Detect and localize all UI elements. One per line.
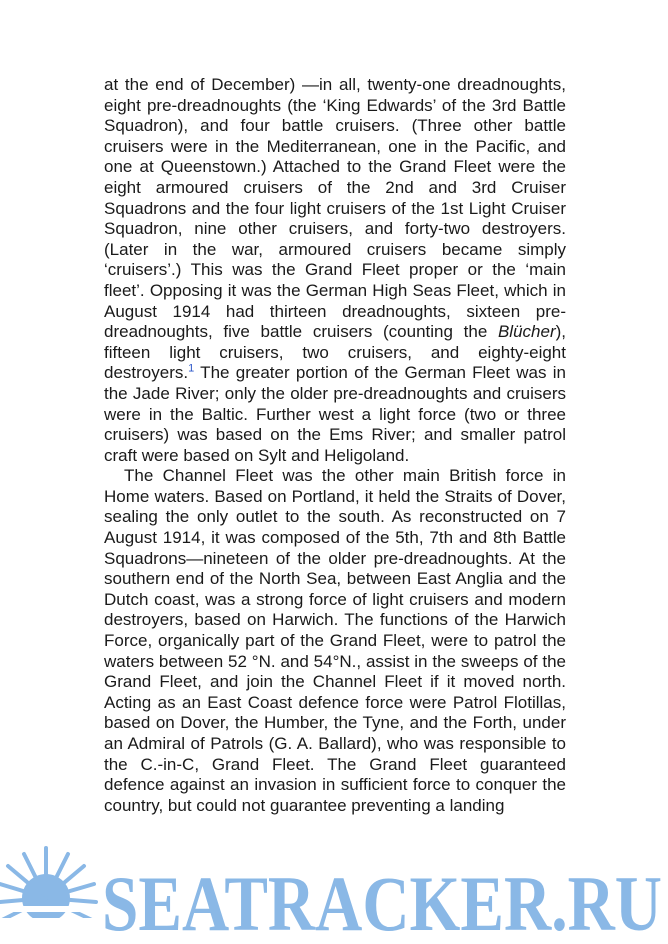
watermark-graphic [0, 840, 668, 944]
body-text [104, 75, 566, 816]
paragraph-channel-fleet: The Channel Fleet was the other main British force in Home waters. Based on Portland, it held the Straits of Dover, sealing the only outlet to the south. As reconstructed on 7 August 1914, it was composed of the 5th, 7th and 8th Battle Squadrons—nineteen of the older pre-dreadnoughts. At the southern end of the North Sea, between East Anglia and the Dutch coast, was a strong force of light cruisers and modern destroyers, based on Harwich. The functions of the Harwich Force, organically part of the Grand Fleet, were to patrol the waters between 52 °N. and 54°N., assist in the sweeps of the Grand Fleet, and join the Channel Fleet if it moved north. Acting as an East Coast defence force were Patrol Flotillas, based on Dover, the Humber, the Tyne, and the Forth, under an Admiral of Patrols (G. A. Ballard), who was responsible to the C.-in-C, Grand Fleet. The Grand Fleet guaranteed defence against an invasion in sufficient force to conquer the country, but could not guarantee preventing a landing [104, 466, 566, 815]
paragraph-grand-fleet [104, 75, 566, 466]
ship-name-blucher: Blücher [497, 322, 556, 342]
paragraph-1-text-c: The greater portion of the German Fleet was in the Jade River; only the older pre-dreadnoughts and cruisers were in the Baltic. Further west a light force (two or three cruisers) was based on the Ems River; and smaller patrol craft were based on Sylt and Heligoland. [104, 363, 566, 465]
paragraph-1-text-a: at the end of December) —in all, twenty-one dreadnoughts, eight pre-dreadnoughts (the ‘King Edwards’ of the 3rd Battle Squadron), and four battle cruisers. (Three other battle cruisers were in the Mediterranean, one in the Pacific, and one at Queenstown.) Attached to the Grand Fleet were the eight armoured cruisers of the 2nd and 3rd Cruiser Squadrons and the four light cruisers of the 1st Light Cruiser Squadron, nine other cruisers, and forty-two destroyers. (Later in the war, armoured cruisers became simply ‘cruisers’.) This was the Grand Fleet proper or the ‘main fleet’. Opposing it was the German High Seas Fleet, which in August 1914 had thirteen dreadnoughts, sixteen pre-dreadnoughts, five battle cruisers (counting the [104, 75, 566, 342]
paragraph-1-text-b: ), fifteen light cruisers, two cruisers, and eighty-eight destroyers. [104, 322, 566, 383]
watermark-text: SEATRACKER.RU [102, 860, 662, 944]
footnote-ref-1[interactable]: 1 [188, 362, 195, 375]
watermark [0, 840, 668, 944]
